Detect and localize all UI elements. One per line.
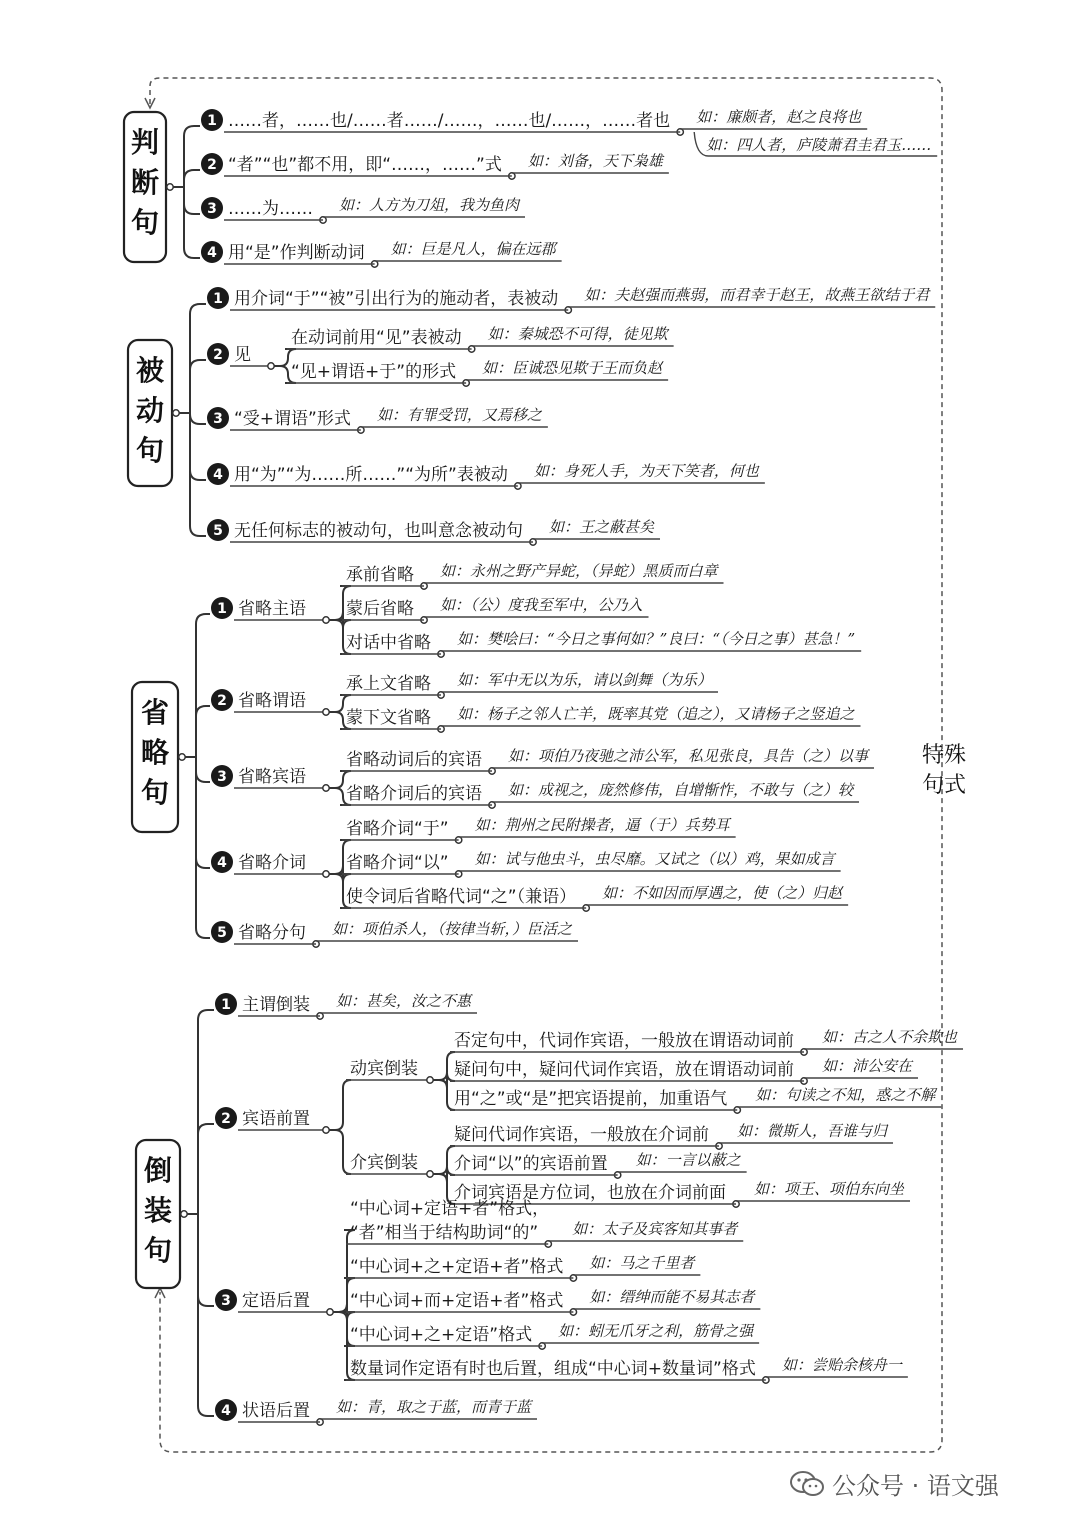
category-2-title-char: 动 (135, 394, 165, 427)
category-2-item-1-example: 如：夫赵强而燕弱，而君幸于赵王，故燕王欲结于君 (584, 286, 930, 304)
category-3-item-4-sub-3-label: 使令词后省略代词“之”（兼语） (346, 887, 577, 907)
category-2-item-2-branch (190, 360, 206, 370)
category-2-item-2-dot (268, 363, 274, 369)
category-1-item-1-branch (184, 126, 200, 136)
category-3-item-5-branch (196, 928, 210, 938)
category-4-item-3-sub-4-label: “中心词+之+定语”格式 (350, 1325, 533, 1345)
category-4-item-3-badge-number: 3 (221, 1293, 231, 1309)
category-2-item-2-badge-number: 2 (213, 347, 223, 363)
category-1-item-3-example: 如：人方为刀俎，我为鱼肉 (339, 196, 520, 214)
category-1-item-4-label: 用“是”作判断动词 (228, 243, 365, 263)
category-3-item-3-sub-2-label: 省略介词后的宾语 (346, 784, 482, 804)
category-2-item-1-label: 用介词“于”“被”引出行为的施动者，表被动 (234, 289, 559, 309)
category-1-item-1-example: 如：廉颇者，赵之良将也 (696, 108, 862, 126)
category-3-item-2-branch (196, 706, 210, 716)
category-3-item-5-example: 如：项伯杀人，（按律当斩，）臣活之 (332, 920, 573, 938)
category-3-item-4-sub-1-example: 如：荆州之民附操者，逼（于）兵势耳 (474, 816, 730, 834)
category-3-item-2-label: 省略谓语 (238, 691, 306, 711)
category-2-item-4-branch (190, 470, 206, 480)
category-3-item-1-sub-1-example: 如：永州之野产异蛇，（异蛇）黑质而白章 (440, 562, 718, 580)
category-3-item-1-badge-number: 1 (217, 601, 227, 617)
category-3-title-char: 省 (140, 696, 170, 729)
category-3-item-3-dot (323, 785, 329, 791)
category-3-item-1-sub-3-label: 对话中省略 (346, 633, 431, 653)
category-4-item-1-label: 主谓倒装 (242, 995, 310, 1015)
watermark (790, 1466, 999, 1501)
category-3-item-4-branch (196, 858, 210, 868)
category-4-item-3-sub-5-example: 如：尝贻余核舟一 (781, 1356, 902, 1374)
category-2-item-2-sub-1-example: 如：秦城恐不可得，徒见欺 (487, 325, 668, 343)
category-4-item-2-group-2-connector (329, 1130, 351, 1174)
category-2-item-5-label: 无任何标志的被动句，也叫意念被动句 (234, 521, 523, 541)
category-2-item-4-badge-number: 4 (213, 467, 223, 483)
category-1-item-4-example: 如：巨是凡人，偏在远郡 (390, 240, 556, 258)
category-1-item-2-label: “者”“也”都不用，即“……，……”式 (228, 155, 502, 175)
category-2-item-5-badge-number: 5 (213, 523, 223, 539)
root-title-line2: 句式 (922, 773, 967, 798)
category-2-item-4-label: 用“为”“为……所……”“为所”表被动 (234, 465, 508, 485)
category-2-dot (173, 410, 179, 416)
category-2-item-3-example: 如：有罪受罚，又焉移之 (376, 406, 542, 424)
category-3-item-2-sub-1-example: 如：军中无以为乐，请以剑舞（为乐） (457, 671, 713, 689)
category-4-item-2-group-2-sub-2-label: 介词“以”的宾语前置 (454, 1154, 608, 1174)
category-1-item-1-example-2: 如：四人者，庐陵萧君圭君玉…… (706, 136, 932, 154)
category-1-item-1-label: ……者，……也/……者……/……，……也/……，……者也 (228, 111, 671, 131)
category-3-item-3-sub-1-example: 如：项伯乃夜驰之沛公军，私见张良，具告（之）以事 (508, 747, 869, 765)
category-3-item-1-sub-1-label: 承前省略 (346, 565, 414, 585)
category-4-item-2-group-1-sub-1-connector (433, 1052, 455, 1080)
category-1-item-2-branch (184, 170, 200, 180)
category-4-item-2-group-2-sub-3-example: 如：项王、项伯东向坐 (754, 1180, 905, 1198)
category-3-item-4-sub-1-label: 省略介词“于” (346, 819, 449, 839)
category-1-item-4-branch (184, 248, 200, 258)
category-2-item-2-label: 见 (234, 345, 251, 365)
category-3-title-char: 略 (140, 736, 170, 769)
category-4-item-3-sub-1-line2-example: 如：太子及宾客知其事者 (572, 1220, 738, 1238)
category-4-item-4-branch (198, 1406, 214, 1416)
category-4-item-4-label: 状语后置 (242, 1401, 310, 1421)
category-4-item-3-sub-4-example: 如：蚓无爪牙之利，筋骨之强 (558, 1322, 754, 1340)
category-3-title-char: 句 (140, 776, 170, 809)
category-4-item-2-group-1-dot (427, 1077, 433, 1083)
category-1-title-char: 判 (130, 126, 160, 159)
category-4-item-2-group-1-sub-3-example: 如：句读之不知，惑之不解 (755, 1086, 936, 1104)
category-3-item-1-dot (323, 617, 329, 623)
wechat-icon (790, 1470, 824, 1498)
category-1-dot (167, 184, 173, 190)
category-4-item-1-branch (198, 1010, 214, 1020)
category-3-item-3-branch (196, 772, 210, 782)
category-1-item-1-badge-number: 1 (207, 113, 217, 129)
category-4-dot (181, 1211, 187, 1217)
category-4-item-3-sub-3-example: 如：缙绅而能不易其志者 (589, 1288, 755, 1306)
category-3-item-4-dot (323, 871, 329, 877)
category-4-item-3-sub-2-label: “中心词+之+定语+者”格式 (350, 1257, 564, 1277)
category-1-title-char: 句 (130, 206, 160, 239)
category-3-item-5-badge-number: 5 (217, 925, 227, 941)
category-3-item-4-sub-3-example: 如：不如因而厚遇之，使（之）归赵 (602, 884, 843, 902)
category-2-title-char: 句 (135, 434, 165, 467)
category-1-item-2-badge-number: 2 (207, 157, 217, 173)
category-4-item-2-group-1-connector (329, 1080, 351, 1130)
category-4-item-3-dot (327, 1309, 333, 1315)
category-3-item-4-label: 省略介词 (238, 853, 306, 873)
category-3-item-1-label: 省略主语 (238, 599, 306, 619)
category-4-item-2-branch (198, 1124, 214, 1134)
category-4-title-char: 装 (143, 1194, 173, 1227)
category-2-item-2-sub-2-example: 如：臣诚恐见欺于王而负赵 (482, 359, 663, 377)
category-3-item-1-sub-3-example: 如：樊哙曰：“今日之事何如？”良曰：“（今日之事）甚急！” (457, 630, 856, 648)
category-4-item-1-example: 如：甚矣，汝之不惠 (336, 992, 472, 1010)
category-3-item-2-dot (323, 709, 329, 715)
category-2-item-1-branch (190, 304, 206, 314)
category-2-item-2-sub-2-label: “见+谓语+于”的形式 (291, 362, 457, 382)
category-4-item-2-group-1-sub-1-example: 如：古之人不余欺也 (822, 1028, 958, 1046)
category-2-item-5-branch (190, 526, 206, 536)
category-2-item-1-badge-number: 1 (213, 291, 223, 307)
category-4-item-2-dot (323, 1127, 329, 1133)
category-3-item-2-sub-2-label: 蒙下文省略 (346, 708, 431, 728)
category-3-item-3-label: 省略宾语 (238, 767, 306, 787)
category-4-item-4-example: 如：青，取之于蓝，而青于蓝 (336, 1398, 532, 1416)
category-4-item-2-group-1-sub-2-example: 如：沛公安在 (822, 1057, 913, 1075)
category-4-item-2-group-1-label: 动宾倒装 (350, 1059, 418, 1079)
category-3-item-2-sub-1-label: 承上文省略 (346, 674, 431, 694)
category-1-item-3-branch (184, 204, 200, 214)
category-2-item-3-label: “受+谓语”形式 (234, 409, 351, 429)
category-3-item-2-sub-2-example: 如：杨子之邻人亡羊，既率其党（追之），又请杨子之竖追之 (457, 705, 855, 723)
category-4-item-3-sub-3-label: “中心词+而+定语+者”格式 (350, 1291, 564, 1311)
category-1-item-3-badge-number: 3 (207, 201, 217, 217)
category-4-item-2-group-2-dot (427, 1171, 433, 1177)
category-3-item-4-badge-number: 4 (217, 855, 227, 871)
category-4-item-2-group-1-sub-3-connector (433, 1080, 455, 1110)
category-1-item-2-example: 如：刘备，天下枭雄 (527, 152, 663, 170)
category-2-item-3-branch (190, 414, 206, 424)
category-3-item-4-sub-2-label: 省略介词“以” (346, 853, 449, 873)
category-2-item-5-example: 如：王之蔽甚矣 (549, 518, 655, 536)
category-4-item-3-sub-1-line2-label: “者”相当于结构助词“的” (350, 1223, 539, 1243)
category-3-dot (179, 754, 185, 760)
category-3-item-1-sub-2-example: 如：（公）度我至军中，公乃入 (440, 596, 643, 614)
category-1-item-4-badge-number: 4 (207, 245, 217, 261)
category-4-item-3-sub-5-label: 数量词作定语有时也后置，组成“中心词+数量词”格式 (350, 1359, 756, 1379)
category-4-title-char: 倒 (143, 1154, 173, 1187)
category-2-title-char: 被 (135, 354, 165, 387)
watermark-text: 公众号 · 语文强 (832, 1472, 999, 1500)
category-2-item-3-badge-number: 3 (213, 411, 223, 427)
category-2-item-2-sub-1-label: 在动词前用“见”表被动 (291, 328, 462, 348)
category-3-item-3-sub-1-label: 省略动词后的宾语 (346, 750, 482, 770)
category-4-item-2-group-1-sub-3-label: 用“之”或“是”把宾语提前，加重语气 (454, 1089, 728, 1109)
category-4-item-2-group-1-sub-1-label: 否定句中，代词作宾语，一般放在谓语动词前 (454, 1031, 794, 1051)
category-1-title-char: 断 (130, 166, 160, 199)
category-4-item-3-sub-1-label: “中心词+定语+者”格式， (350, 1199, 550, 1219)
category-4-item-3-sub-2-example: 如：马之千里者 (589, 1254, 695, 1272)
category-4-item-2-group-2-sub-1-connector (433, 1146, 455, 1174)
category-3-item-1-sub-2-label: 蒙后省略 (346, 599, 414, 619)
category-4-item-1-badge-number: 1 (221, 997, 231, 1013)
category-4-item-2-group-2-sub-2-example: 如：一言以蔽之 (635, 1151, 741, 1169)
category-4-item-2-group-2-sub-1-label: 疑问代词作宾语，一般放在介词前 (454, 1125, 709, 1145)
category-3-item-5-label: 省略分句 (238, 923, 306, 943)
category-4-item-2-group-2-label: 介宾倒装 (350, 1153, 418, 1173)
category-4-item-2-group-1-sub-2-label: 疑问句中，疑问代词作宾语，放在谓语动词前 (454, 1060, 794, 1080)
category-4-item-2-group-2-sub-1-example: 如：微斯人，吾谁与归 (737, 1122, 888, 1140)
category-3-item-4-sub-2-example: 如：试与他虫斗，虫尽靡。又试之（以）鸡，果如成言 (474, 850, 835, 868)
category-4-item-3-label: 定语后置 (242, 1291, 310, 1311)
category-4-item-3-branch (198, 1296, 214, 1306)
category-4-item-2-badge-number: 2 (221, 1111, 231, 1127)
category-4-item-2-group-2-sub-3-label: 介词宾语是方位词，也放在介词前面 (454, 1183, 726, 1203)
category-3-item-3-badge-number: 3 (217, 769, 227, 785)
category-3-item-1-branch (196, 614, 210, 624)
category-4-title-char: 句 (143, 1234, 173, 1267)
category-1-item-3-label: ……为…… (228, 199, 313, 219)
category-2-item-4-example: 如：身死人手，为天下笑者，何也 (533, 462, 759, 480)
category-4-item-2-label: 宾语前置 (242, 1109, 310, 1129)
category-4-item-4-badge-number: 4 (221, 1403, 231, 1419)
category-3-item-3-sub-2-example: 如：成视之，庞然修伟，自增惭怍，不敢与（之）较 (508, 781, 854, 799)
root-title-line1: 特殊 (922, 743, 967, 768)
category-3-item-2-badge-number: 2 (217, 693, 227, 709)
